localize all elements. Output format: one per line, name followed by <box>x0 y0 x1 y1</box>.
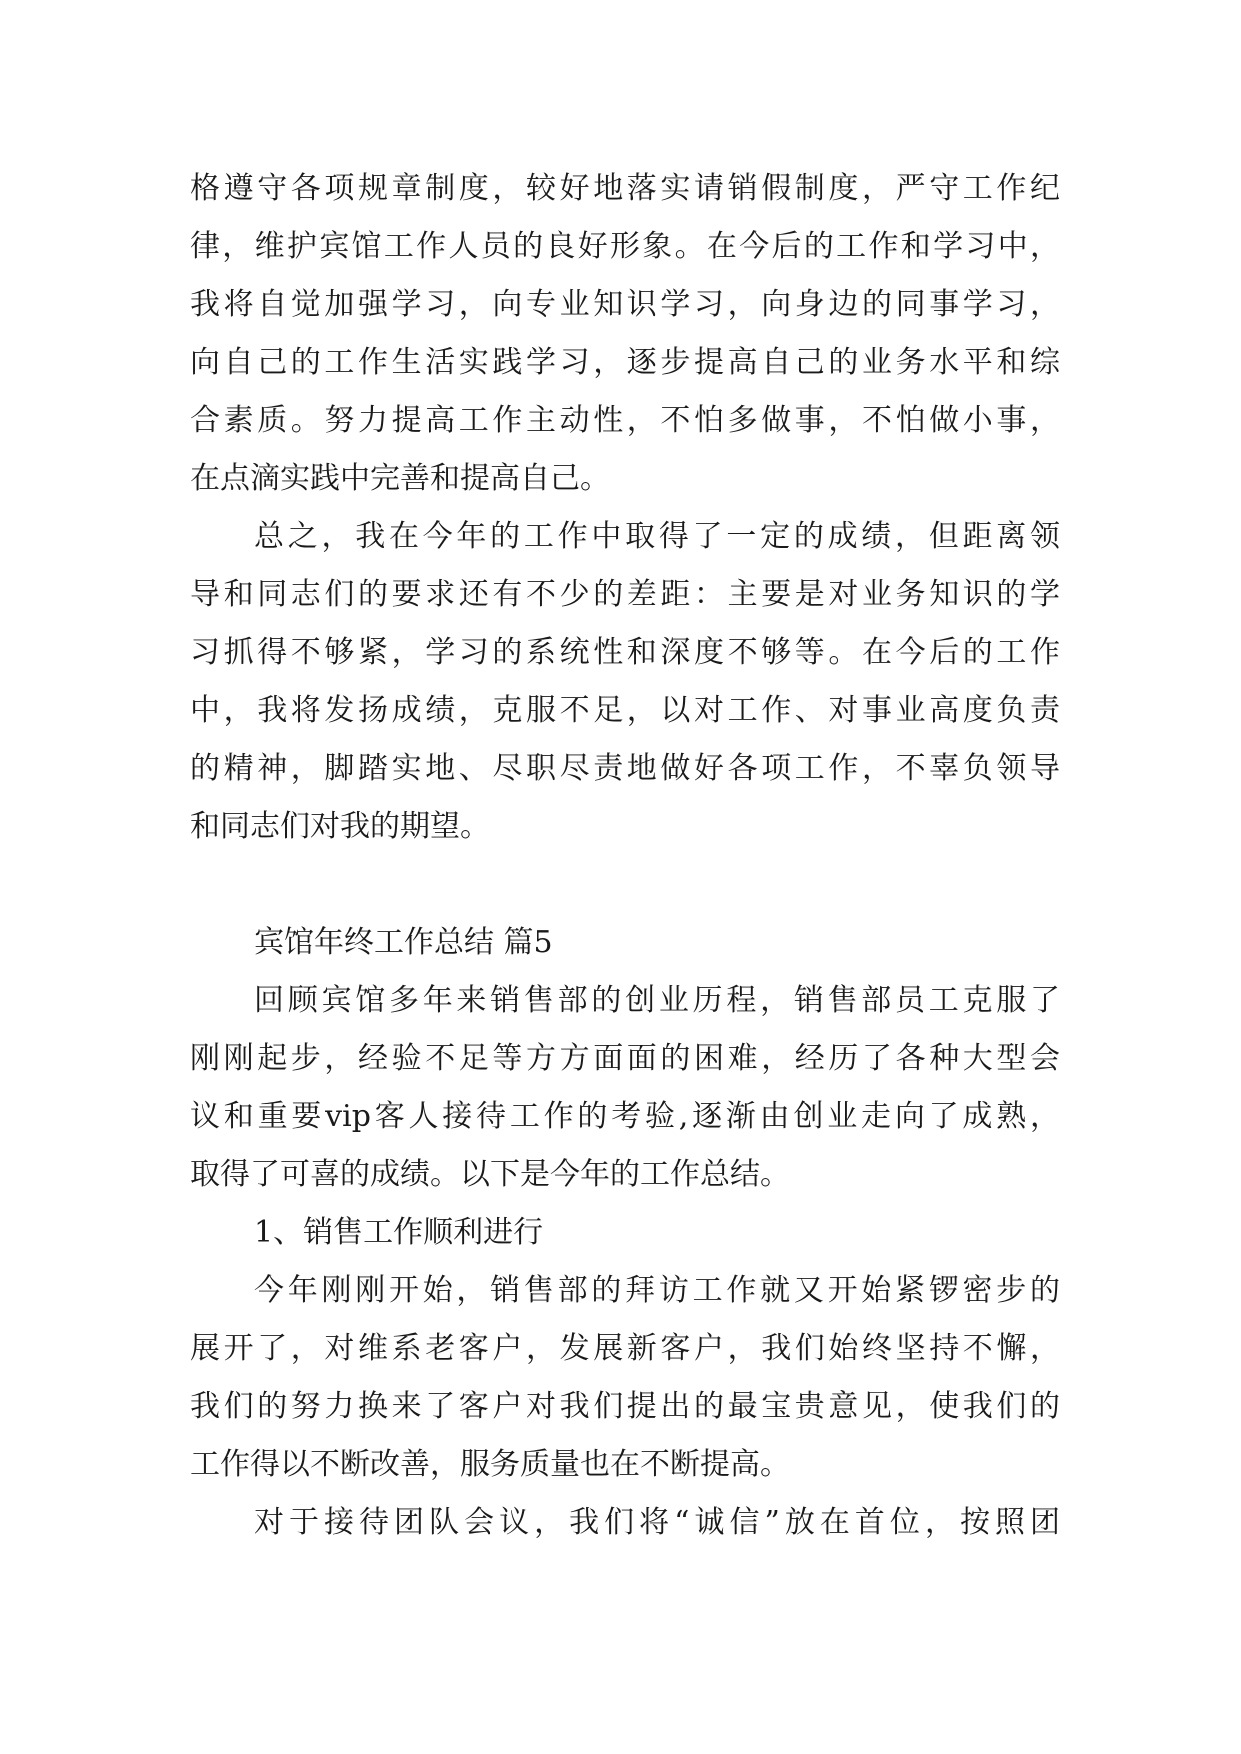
text-line: 格遵守各项规章制度，较好地落实请销假制度，严守工作纪 <box>190 171 1060 206</box>
text-line: 今年刚刚开始，销售部的拜访工作就又开始紧锣密步的 <box>254 1273 1060 1308</box>
paragraph-sales-visits <box>190 1262 1060 1494</box>
text-line: 律，维护宾馆工作人员的良好形象。在今后的工作和学习中， <box>190 229 1060 264</box>
text-line: 工作得以不断改善，服务质量也在不断提高。 <box>190 1447 790 1482</box>
paragraph-workplace-conduct <box>190 160 1060 508</box>
subheading: 1、销售工作顺利进行 <box>254 1215 544 1250</box>
text-line: 合素质。努力提高工作主动性，不怕多做事，不怕做小事， <box>190 403 1060 438</box>
blank-line <box>190 856 1060 914</box>
text-line: 取得了可喜的成绩。以下是今年的工作总结。 <box>190 1157 790 1192</box>
text-line: 我们的努力换来了客户对我们提出的最宝贵意见，使我们的 <box>190 1389 1060 1424</box>
text-line: 展开了，对维系老客户，发展新客户，我们始终坚持不懈， <box>190 1331 1060 1366</box>
text-line: 向自己的工作生活实践学习，逐步提高自己的业务水平和综 <box>190 345 1060 380</box>
document-body <box>190 160 1060 1552</box>
text-line: 刚刚起步，经验不足等方方面面的困难，经历了各种大型会 <box>190 1041 1060 1076</box>
text-line: 回顾宾馆多年来销售部的创业历程，销售部员工克服了 <box>254 983 1060 1018</box>
section-heading: 宾馆年终工作总结 篇5 <box>254 925 553 960</box>
text-line: 议和重要vip客人接待工作的考验,逐渐由创业走向了成熟， <box>190 1099 1060 1134</box>
text-line: 我将自觉加强学习，向专业知识学习，向身边的同事学习， <box>190 287 1060 322</box>
text-line: 总之，我在今年的工作中取得了一定的成绩，但距离领 <box>254 519 1060 554</box>
paragraph-sales-review <box>190 972 1060 1204</box>
text-line: 导和同志们的要求还有不少的差距：主要是对业务知识的学 <box>190 577 1060 612</box>
text-line: 在点滴实践中完善和提高自己。 <box>190 461 610 496</box>
text-line: 的精神，脚踏实地、尽职尽责地做好各项工作，不辜负领导 <box>190 751 1060 786</box>
text-line: 中，我将发扬成绩，克服不足，以对工作、对事业高度负责 <box>190 693 1060 728</box>
text-line: 习抓得不够紧，学习的系统性和深度不够等。在今后的工作 <box>190 635 1060 670</box>
text-line: 和同志们对我的期望。 <box>190 809 490 844</box>
text-line: 对于接待团队会议，我们将“诚信”放在首位，按照团 <box>254 1505 1060 1540</box>
paragraph-group-reception <box>190 1494 1060 1552</box>
paragraph-conclusion <box>190 508 1060 856</box>
